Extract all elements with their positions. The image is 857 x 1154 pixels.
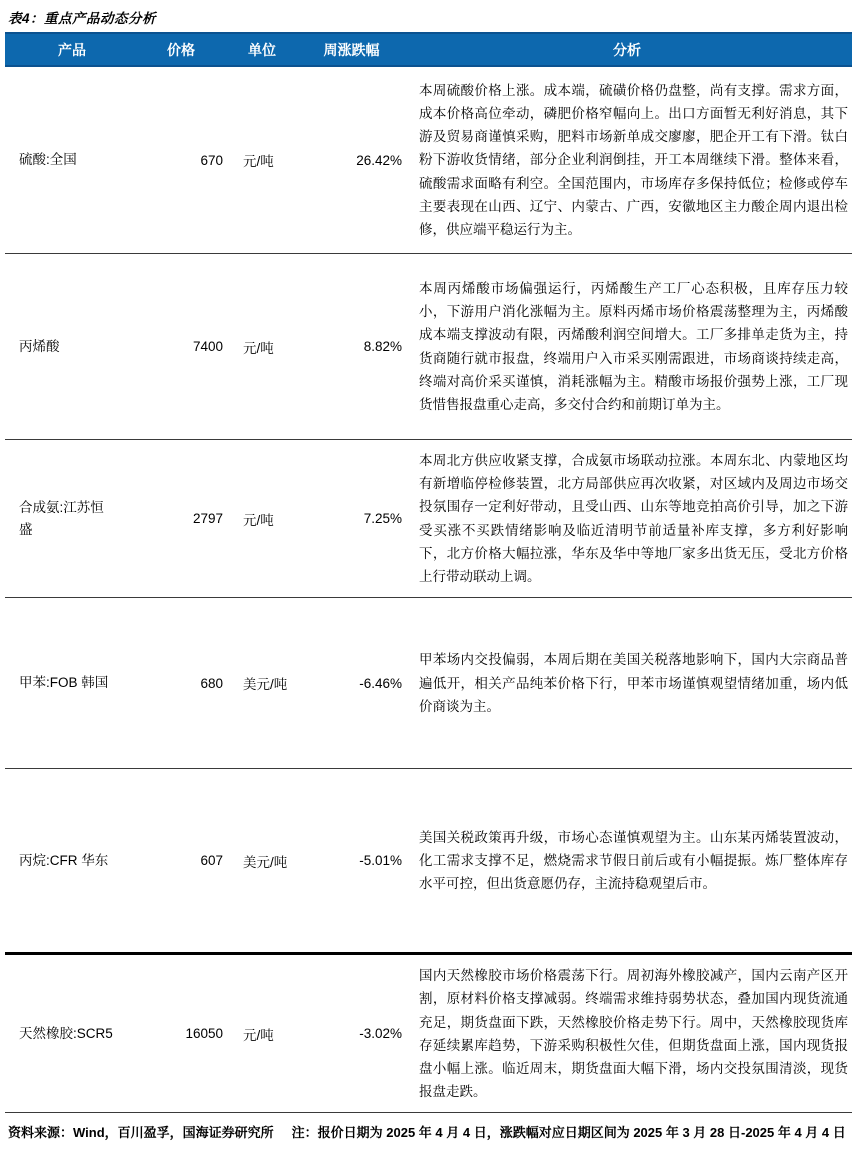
product-price: 16050 (185, 1026, 223, 1042)
table-row (5, 440, 852, 598)
table-row (5, 254, 852, 440)
analysis-text: 国内天然橡胶市场价格震荡下行。周初海外橡胶减产，国内云南产区开割，原材料价格支撑减弱。终端需求维持弱势状态，叠加国内现货流通充足，期货盘面下跌，天然橡胶价格走势下行。周中，天然橡胶现货库存延续累库趋势，下游采购积极性欠佳，但期货盘面上涨，国内现货报盘小幅上涨。临近周末，期货盘面大幅下滑，场内交投氛围清淡，现货报盘走跌。 (419, 968, 848, 1100)
product-name: 硫酸:全国 (19, 152, 77, 167)
table-row (5, 598, 852, 769)
weekly-change: 7.25% (363, 511, 402, 527)
analysis-cell (402, 598, 852, 768)
product-name: 丙烷:CFR 华东 (19, 852, 109, 868)
header-price: 价格 (167, 41, 195, 58)
table-title: 表4：重点产品动态分析 (8, 11, 157, 26)
analysis-cell (402, 769, 852, 952)
weekly-change: 26.42% (356, 152, 402, 168)
weekly-change: -6.46% (359, 675, 402, 691)
table-row (5, 67, 852, 254)
table-row (5, 769, 852, 955)
product-name: 天然橡胶:SCR5 (19, 1025, 113, 1041)
analysis-cell (402, 254, 852, 439)
header-change: 周涨跌幅 (323, 41, 380, 58)
product-unit: 元/吨 (243, 154, 274, 169)
header-analysis: 分析 (613, 41, 641, 58)
product-price: 2797 (192, 511, 223, 527)
product-price: 670 (200, 152, 223, 168)
analysis-text: 美国关税政策再升级，市场心态谨慎观望为主。山东某丙烯装置波动，化工需求支撑不足，燃烧需求节假日前后或有小幅提振。炼厂整体库存水平可控，但出货意愿仍存，主流持稳观望后市。 (419, 829, 848, 892)
weekly-change: -5.01% (359, 853, 402, 869)
product-price: 7400 (192, 339, 223, 354)
source-note: 资料来源：Wind，百川盈孚，国海证券研究所 (8, 1125, 274, 1141)
analysis-cell (402, 440, 852, 597)
weekly-change: -3.02% (359, 1026, 402, 1042)
date-note: 注：报价日期为 2025 年 4 月 4 日，涨跌幅对应日期区间为 2025 年 3 月 28 日-2025 年 4 月 4 日 (291, 1125, 846, 1141)
table-footnote (5, 1113, 852, 1154)
product-unit: 美元/吨 (243, 854, 288, 870)
table-header-row (5, 32, 852, 67)
product-unit: 元/吨 (243, 512, 274, 528)
product-name: 丙烯酸 (19, 338, 60, 354)
product-dynamics-table (5, 32, 852, 1113)
product-unit: 美元/吨 (243, 677, 288, 693)
analysis-text: 甲苯场内交投偏弱，本周后期在美国关税落地影响下，国内大宗商品普遍低开，相关产品纯苯价格下行，甲苯市场谨慎观望情绪加重，场内低价商谈为主。 (419, 652, 848, 714)
product-price: 607 (200, 853, 223, 869)
analysis-cell (402, 67, 852, 253)
product-name: 合成氨:江苏恒盛 (19, 499, 104, 537)
table-row (5, 955, 852, 1113)
weekly-change: 8.82% (363, 339, 402, 354)
analysis-text: 本周北方供应收紧支撑，合成氨市场联动拉涨。本周东北、内蒙地区均有新增临停检修装置，北方局部供应再次收紧，对区域内及周边市场交投氛围存一定利好带动，且受山西、山东等地竞拍高价引导，加之下游受买涨不买跌情绪影响及临近清明节前适量补库支撑，多方利好影响下，北方价格大幅拉涨，华东及华中等地厂家多出货无压，受北方价格上行带动联动上调。 (419, 453, 848, 585)
product-unit: 元/吨 (243, 340, 274, 356)
analysis-text: 本周硫酸价格上涨。成本端，硫磺价格仍盘整，尚有支撑。需求方面，成本价格高位牵动，磷肥价格窄幅向上。出口方面暂无利好消息，其下游及贸易商谨慎采购，肥料市场新单成交廖廖，肥企开工有下滑。钛白粉下游收货情绪，部分企业利润倒挂，开工本周继续下滑。整体来看，硫酸需求面略有利空。全国范围内，市场库存多保持低位；检修或停车主要表现在山西、辽宁、内蒙古、广西，安徽地区主力酸企周内退出检修，供应端平稳运行为主。 (419, 82, 848, 237)
product-unit: 元/吨 (243, 1027, 274, 1043)
analysis-cell (402, 955, 852, 1112)
product-price: 680 (200, 675, 223, 691)
product-name: 甲苯:FOB 韩国 (19, 675, 109, 691)
analysis-text: 本周丙烯酸市场偏强运行，丙烯酸生产工厂心态积极，且库存压力较小，下游用户消化涨幅为主。原料丙烯市场价格震荡整理为主，丙烯酸成本端支撑波动有限，丙烯酸利润空间增大。工厂多排单走货为主，持货商随行就市报盘，终端用户入市采买刚需跟进，市场商谈持续走高，终端对高价采买谨慎，消耗涨幅为主。精酸市场报价强势上涨，工厂现货惜售报盘重心走高，多交付合约和前期订单为主。 (419, 280, 848, 412)
header-product: 产品 (58, 41, 86, 58)
header-unit: 单位 (248, 41, 276, 58)
